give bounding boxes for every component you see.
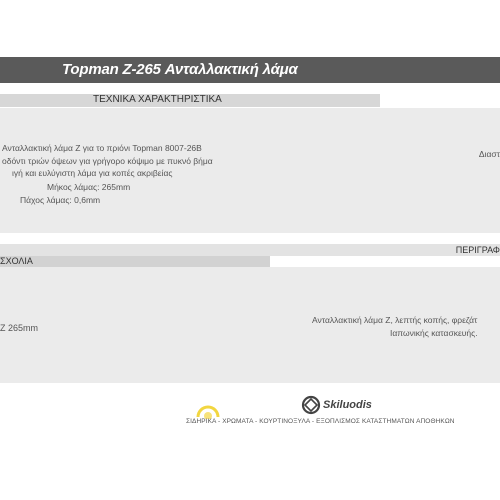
tab-description-label: ΠΕΡΙΓΡΑΦ	[455, 245, 500, 255]
tab-specs[interactable]	[0, 94, 380, 107]
product-title-bar	[0, 57, 500, 83]
sun-logo-icon	[196, 401, 220, 419]
specs-right-fragment: Διαστ	[478, 149, 500, 159]
description-line: Ανταλλακτική λάμα Z, λεπτής κοπής, φρεζάτ	[312, 315, 478, 325]
description-panel	[0, 267, 500, 383]
brand-logo	[300, 395, 372, 415]
description-line: Ιαπωνικής κατασκευής.	[390, 328, 478, 338]
tab-specs-label: ΤΕΧΝΙΚΑ ΧΑΡΑΚΤΗΡΙΣΤΙΚΑ	[93, 94, 222, 105]
specs-line: Μήκος λάμας: 265mm	[47, 182, 131, 192]
specs-line: Πάχος λάμας: 0,6mm	[20, 195, 101, 205]
tab-comments[interactable]	[0, 256, 270, 267]
tab-comments-label: ΣΧΟΛΙΑ	[0, 256, 33, 266]
specs-line: Ανταλλακτική λάμα Z για το πριόνι Topman 8007-26B	[2, 143, 202, 153]
specs-line: οδόντι τριών όψεων για γρήγορο κόψιμο με πυκνό βήμα	[2, 156, 213, 166]
specs-line: ιγή και ευλύγιστη λάμα για κοπές ακριβείας	[12, 168, 173, 178]
tab-description[interactable]	[0, 244, 500, 256]
comments-line: Z 265mm	[0, 323, 39, 333]
footer-tagline: ΣΙΔΗΡΙΚΑ - ΧΡΩΜΑΤΑ - ΚΟΥΡΤΙΝΟΞΥΛΑ - ΕΞΟΠΛΙΣΜΟΣ ΚΑΤΑΣΤΗΜΑΤΩΝ ΑΠΟΘΗΚΩΝ	[186, 418, 455, 425]
brand-mark-icon	[300, 395, 322, 415]
brand-name: Skiluodis	[323, 399, 372, 411]
page-title: Topman Z-265 Ανταλλακτική λάμα	[62, 61, 298, 78]
